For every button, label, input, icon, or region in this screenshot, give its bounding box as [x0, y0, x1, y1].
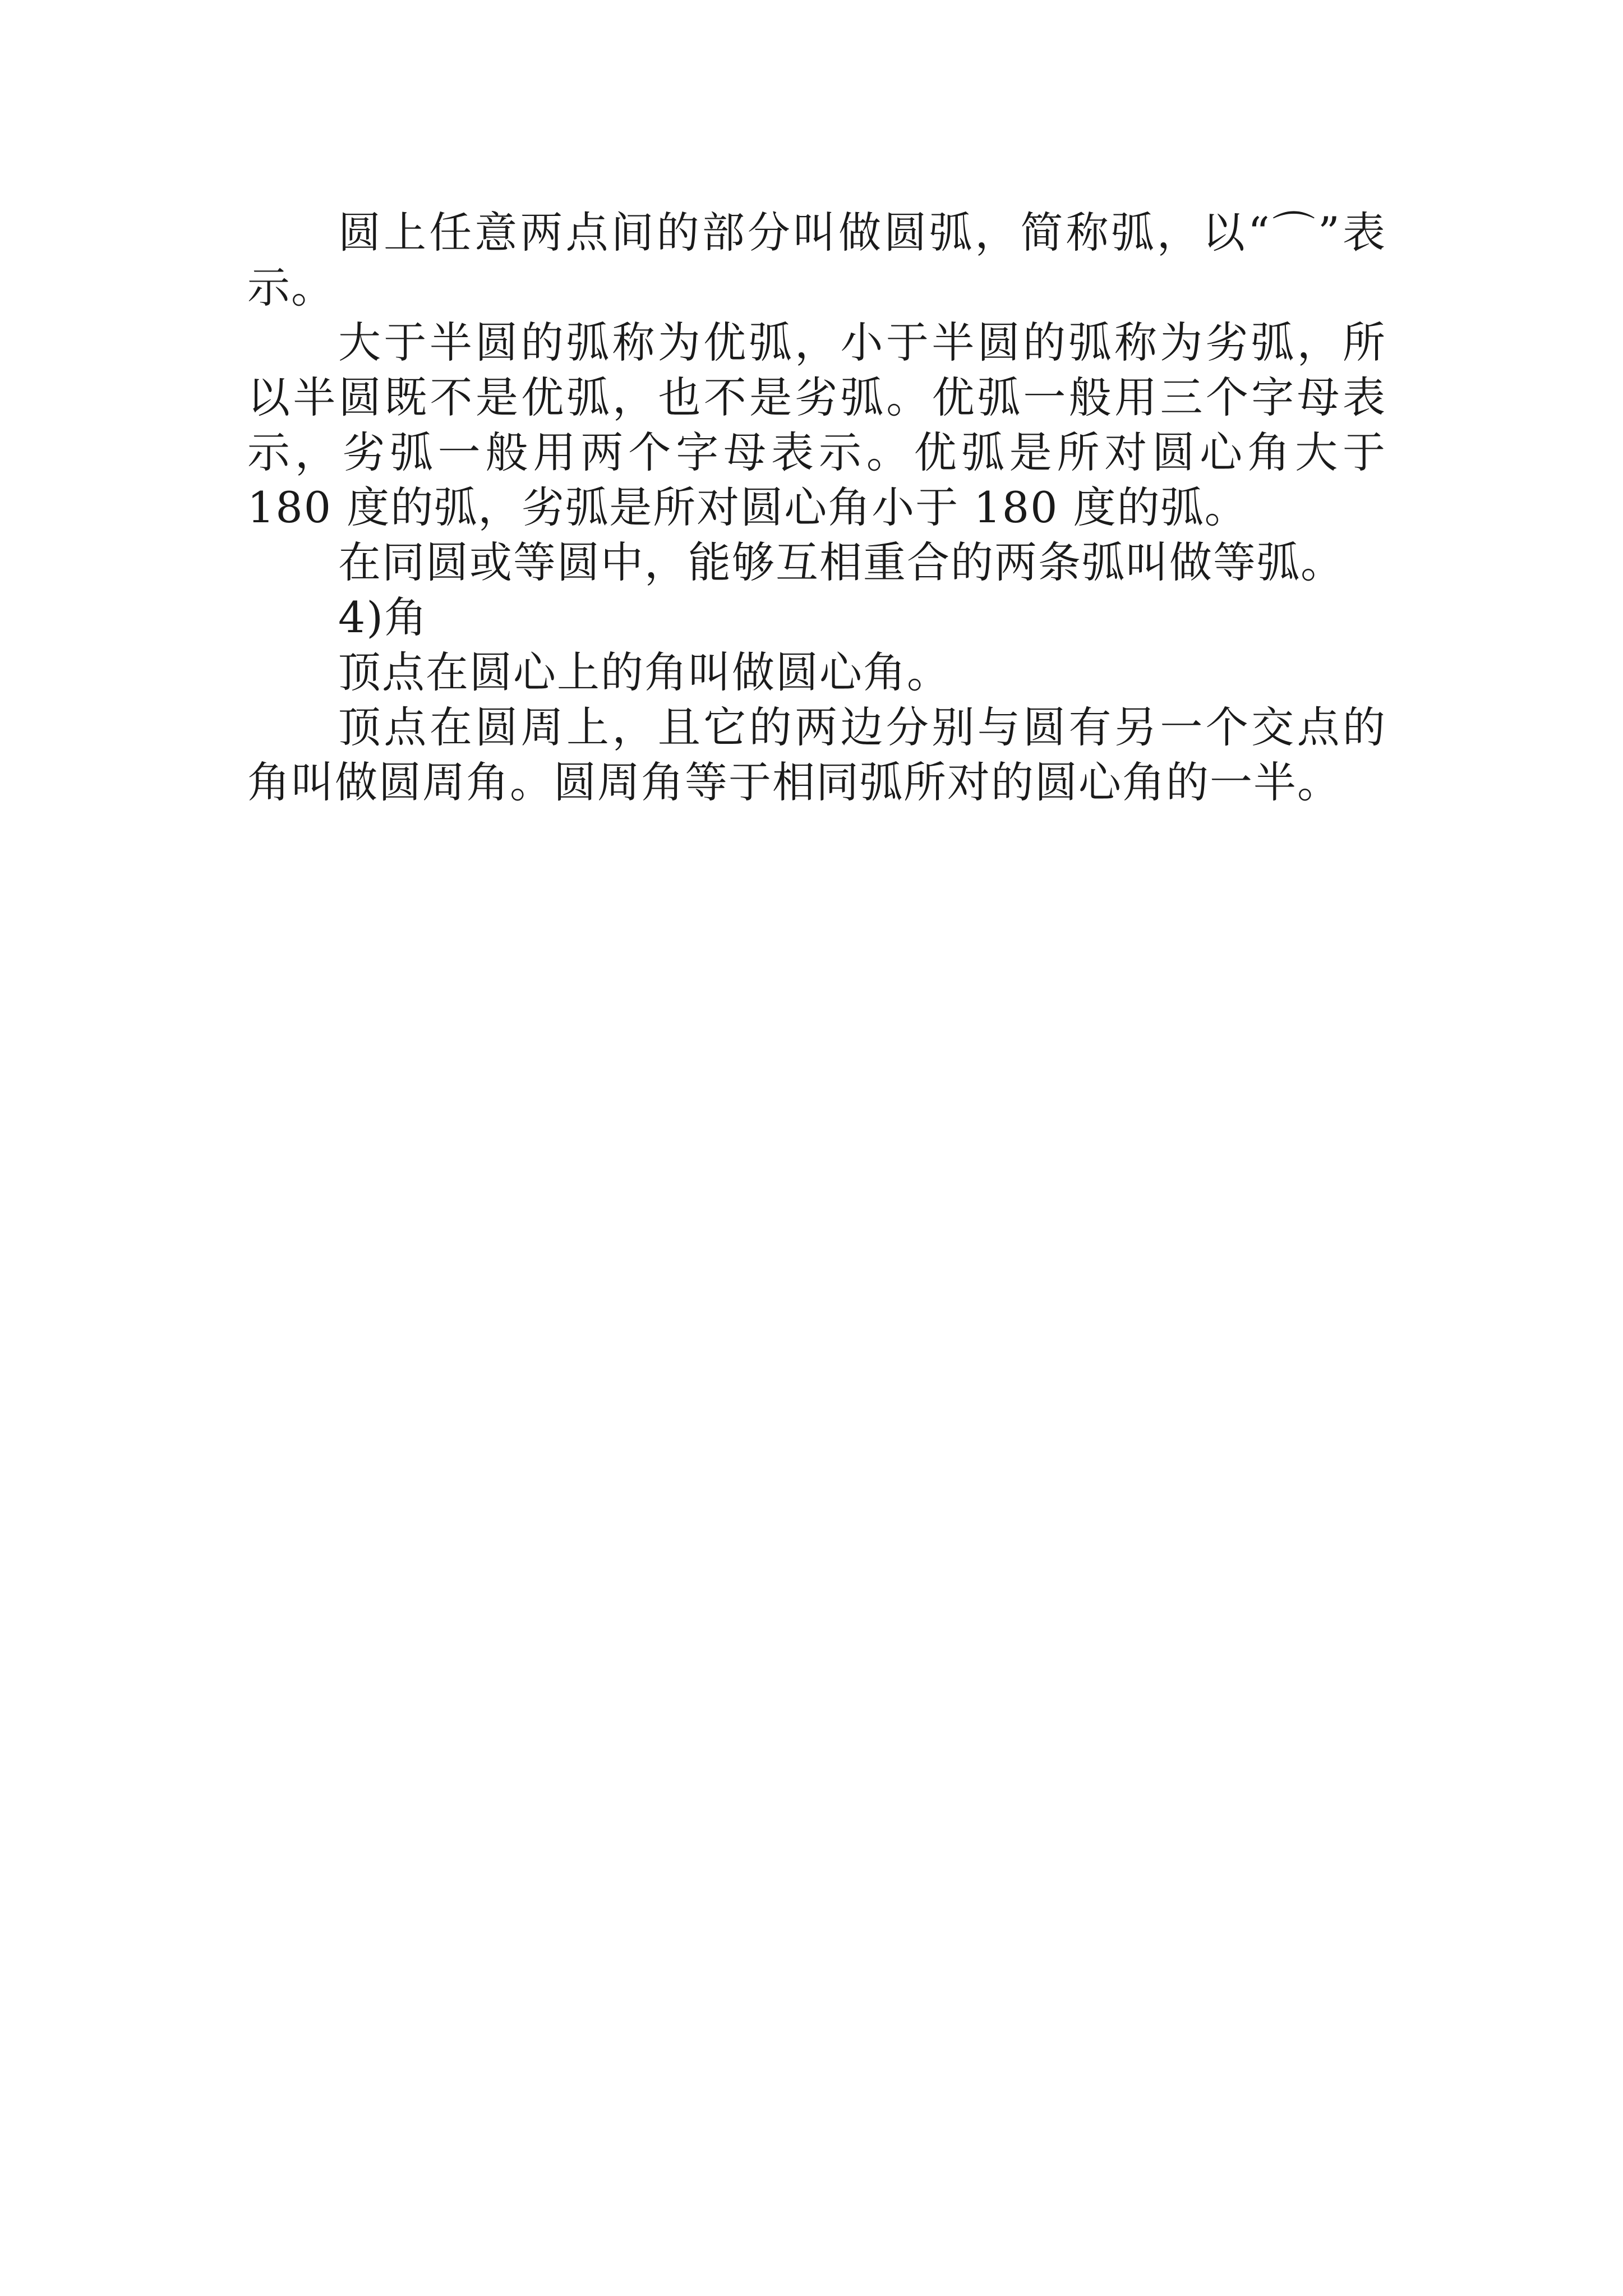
section-heading-angle: 4)角 — [338, 592, 428, 642]
paragraph-inscribed-angle: 顶点在圆周上，且它的两边分别与圆有另一个交点的角叫做圆周角。圆周角等于相同弧所对的圆心角的一半。 — [247, 702, 1386, 807]
paragraph-central-angle: 顶点在圆心上的角叫做圆心角。 — [338, 647, 951, 697]
paragraph-major-minor-arc: 大于半圆的弧称为优弧，小于半圆的弧称为劣弧，所以半圆既不是优弧，也不是劣弧。优弧一般用三个字母表示，劣弧一般用两个字母表示。优弧是所对圆心角大于 180 度的弧，劣弧是所对圆心角小于 180 度的弧。 — [247, 318, 1386, 532]
paragraph-equal-arc: 在同圆或等圆中，能够互相重合的两条弧叫做等弧。 — [338, 537, 1344, 587]
paragraph-arc-definition: 圆上任意两点间的部分叫做圆弧，简称弧，以“⌒”表示。 — [247, 208, 1386, 312]
document-body — [247, 205, 1386, 810]
